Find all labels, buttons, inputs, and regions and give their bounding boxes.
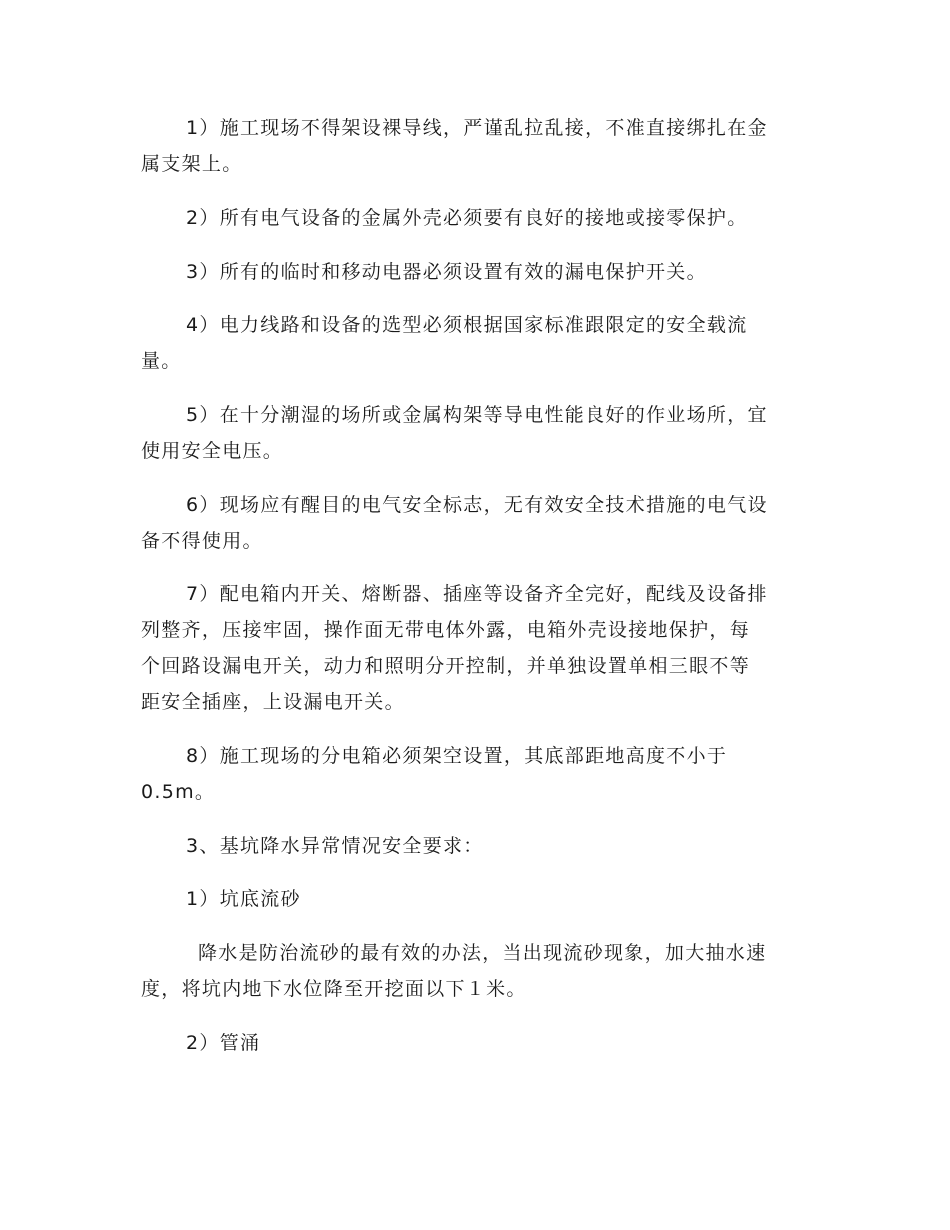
text-line: 量。 bbox=[141, 350, 182, 372]
text-line: 2）所有电气设备的金属外壳必须要有良好的接地或接零保护。 bbox=[186, 207, 748, 229]
text-line: 7）配电箱内开关、熔断器、插座等设备齐全完好，配线及设备排 bbox=[186, 583, 768, 605]
text-line: 备不得使用。 bbox=[141, 530, 263, 552]
text-line: 降水是防治流砂的最有效的办法，当出现流砂现象，加大抽水速 bbox=[198, 942, 767, 964]
text-line: 1）施工现场不得架设裸导线，严谨乱拉乱接，不准直接绑扎在金 bbox=[186, 117, 768, 139]
text-line: 5）在十分潮湿的场所或金属构架等导电性能良好的作业场所，宜 bbox=[186, 404, 768, 426]
text-line: 属支架上。 bbox=[141, 153, 243, 175]
text-line: 3、基坑降水异常情况安全要求： bbox=[186, 835, 484, 857]
text-line: 度，将坑内地下水位降至开挖面以下１米。 bbox=[141, 978, 527, 1000]
text-line: 3）所有的临时和移动电器必须设置有效的漏电保护开关。 bbox=[186, 261, 707, 283]
text-line: 0.5m。 bbox=[141, 781, 216, 803]
text-line: 4）电力线路和设备的选型必须根据国家标准跟限定的安全载流 bbox=[186, 314, 748, 336]
text-line: 使用安全电压。 bbox=[141, 440, 284, 462]
text-line: 距安全插座，上设漏电开关。 bbox=[141, 691, 405, 713]
text-line: 1）坑底流砂 bbox=[186, 888, 301, 910]
text-line: 8）施工现场的分电箱必须架空设置，其底部距地高度不小于 bbox=[186, 745, 728, 767]
text-line: 个回路设漏电开关，动力和照明分开控制，并单独设置单相三眼不等 bbox=[141, 655, 751, 677]
text-line: 6）现场应有醒目的电气安全标志，无有效安全技术措施的电气设 bbox=[186, 494, 768, 516]
text-line: 列整齐，压接牢固，操作面无带电体外露，电箱外壳设接地保护，每 bbox=[141, 619, 751, 641]
text-line: 2）管涌 bbox=[186, 1032, 261, 1054]
